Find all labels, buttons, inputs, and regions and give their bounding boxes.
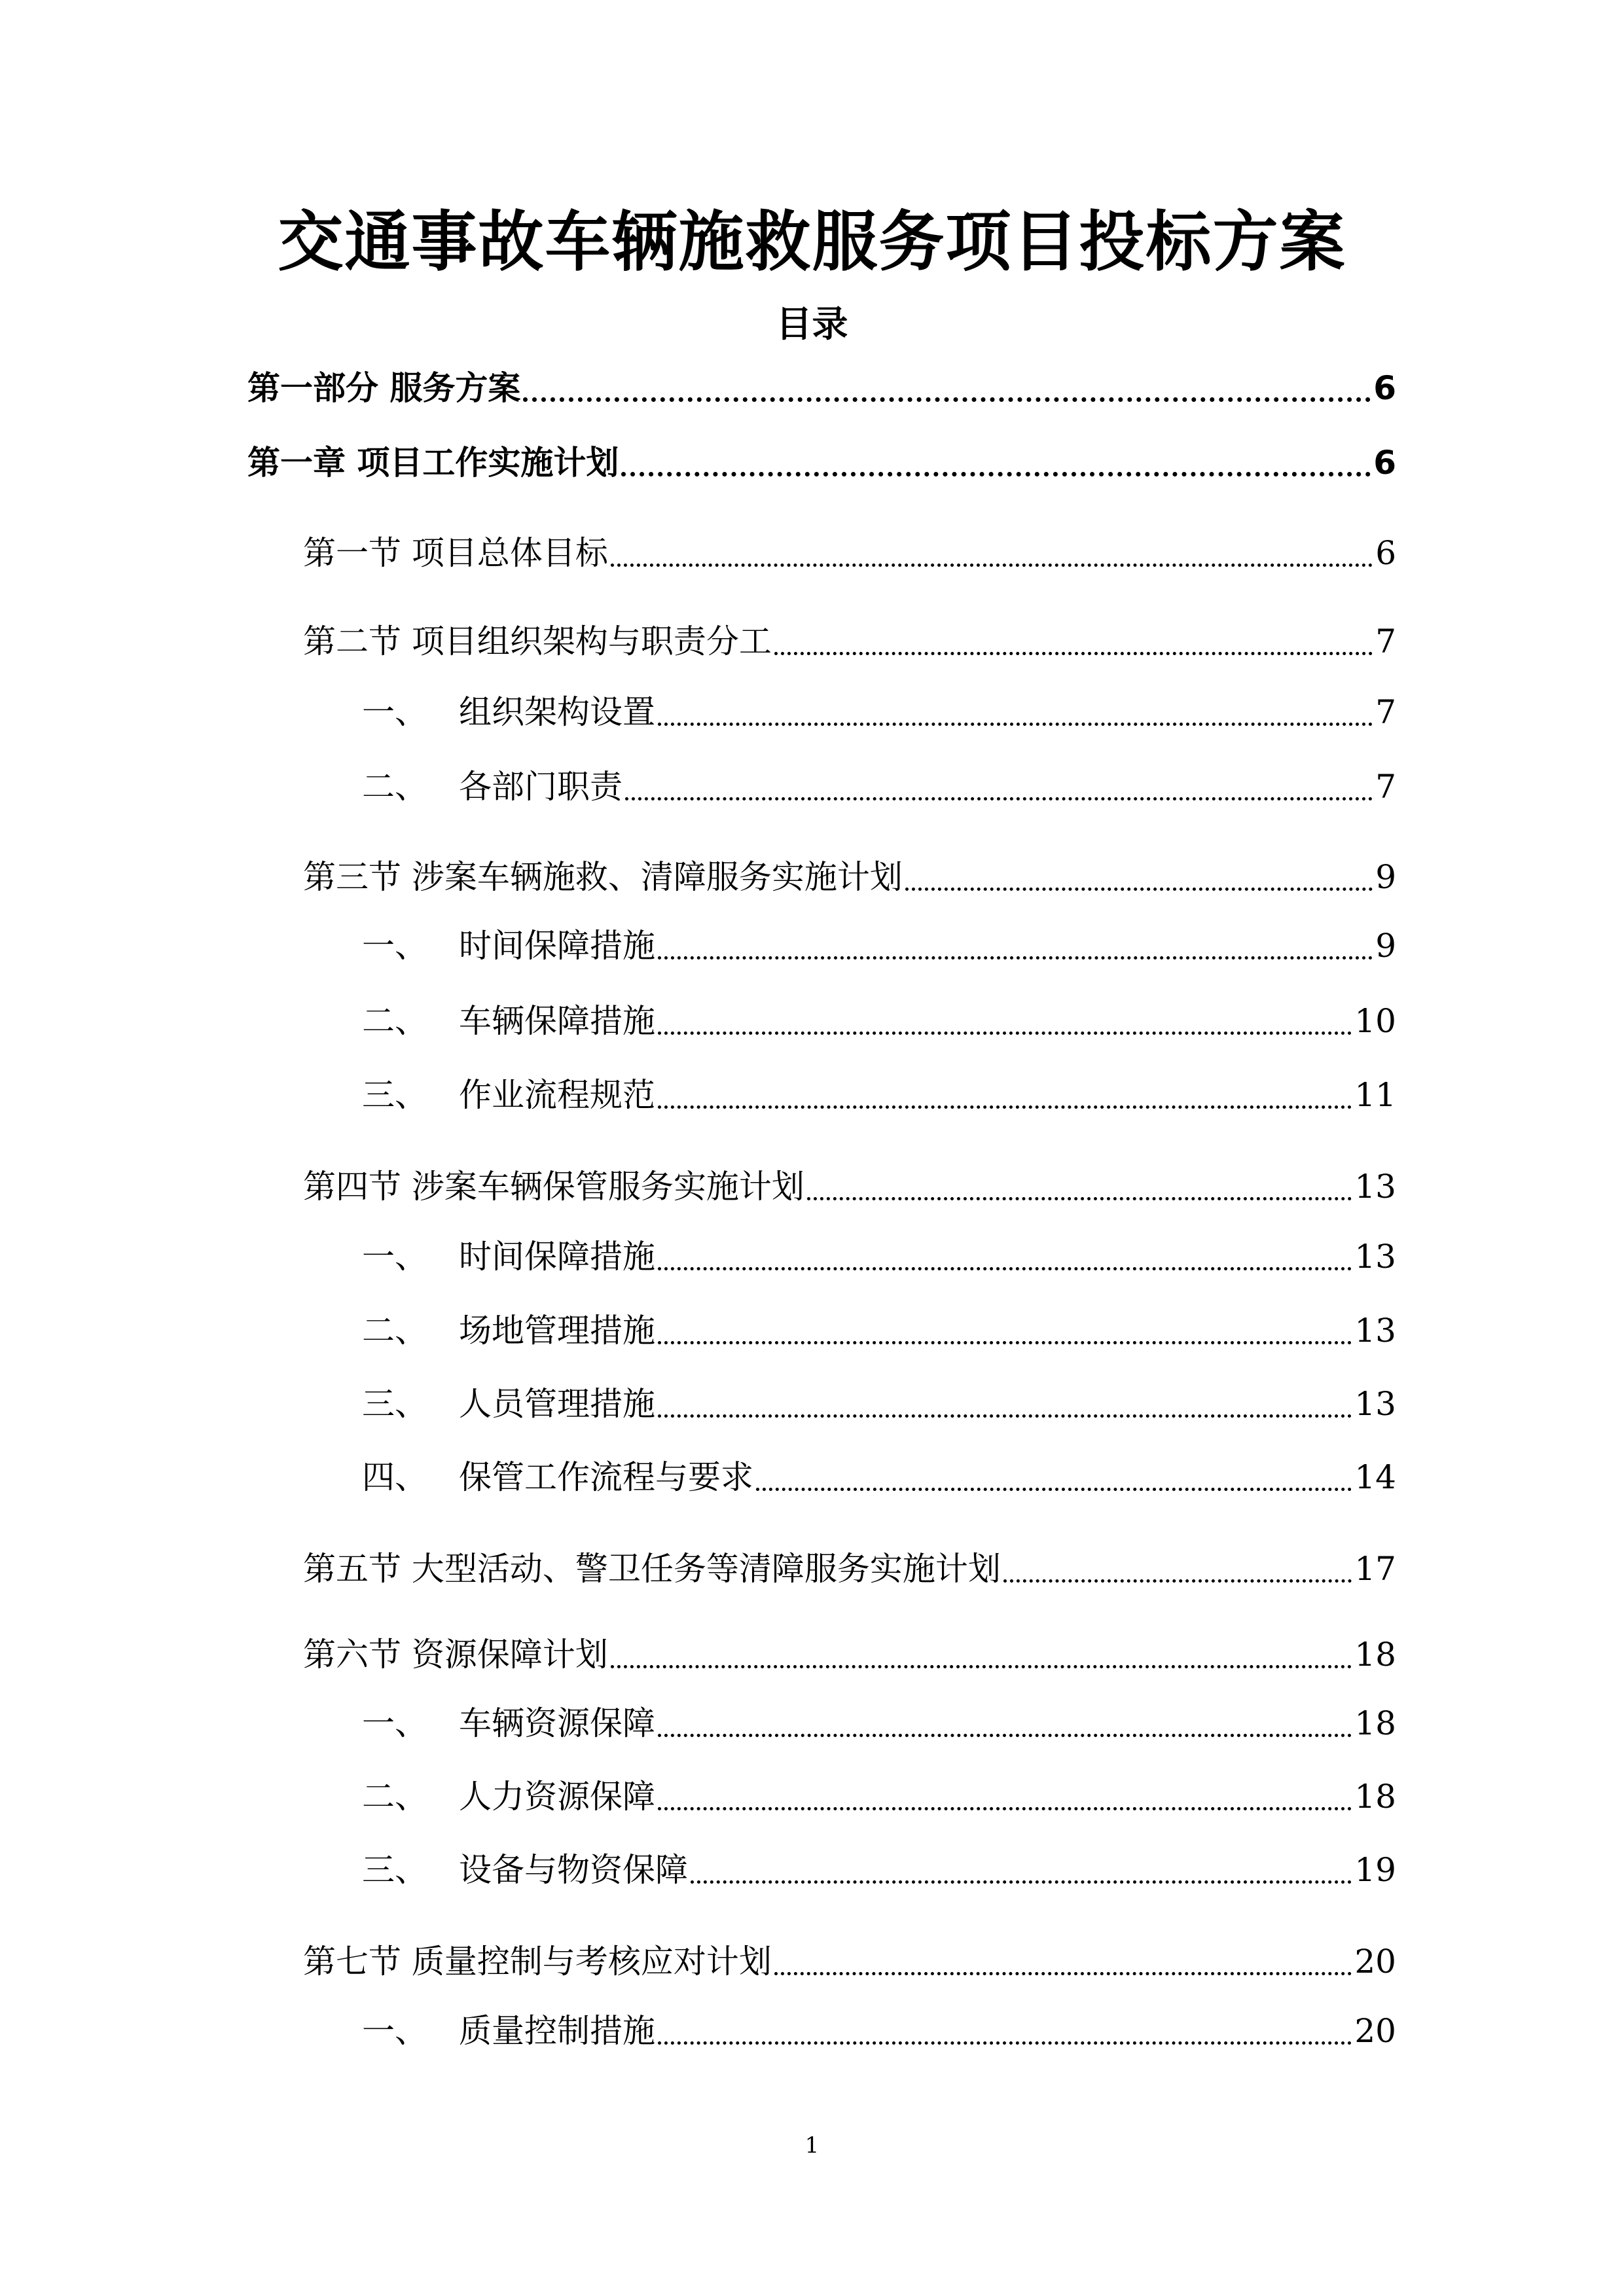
toc-entry-number: 三、: [362, 1851, 427, 1889]
toc-entry-label: 人力资源保障: [459, 1778, 655, 1816]
toc-entry-number: 二、: [362, 1778, 427, 1816]
toc-leader: [807, 1197, 1352, 1200]
toc-entry-page: 11: [1354, 1076, 1396, 1114]
toc-entry-label: 时间保障措施: [459, 1238, 655, 1276]
toc-entry-chapter-1[interactable]: [247, 433, 1396, 486]
toc-entry-page: 20: [1354, 1943, 1396, 1981]
toc-entry-number: 三、: [362, 1076, 427, 1114]
toc-entry-subsection[interactable]: [362, 2001, 1396, 2054]
toc-entry-page: 7: [1375, 768, 1396, 806]
toc-entry-page: 13: [1354, 1168, 1396, 1206]
toc-entry-page: 13: [1354, 1385, 1396, 1423]
toc-entry-section-6[interactable]: [303, 1625, 1396, 1677]
document-title: 交通事故车辆施救服务项目投标方案: [278, 204, 1346, 280]
toc-entry-section-1[interactable]: [303, 524, 1396, 576]
toc-leader: [1003, 1579, 1352, 1583]
toc-leader: [658, 723, 1373, 726]
toc-entry-page: 19: [1354, 1851, 1396, 1889]
toc-entry-label: 第二节 项目组织架构与职责分工: [303, 622, 772, 660]
toc-entry-subsection[interactable]: [362, 1694, 1396, 1746]
toc-leader: [658, 1734, 1352, 1737]
toc-entry-subsection[interactable]: [362, 1066, 1396, 1118]
toc-entry-subsection[interactable]: [362, 757, 1396, 810]
toc-leader: [658, 1031, 1352, 1035]
toc-entry-subsection[interactable]: [362, 1374, 1396, 1427]
toc-entry-page: 18: [1354, 1636, 1396, 1674]
toc-leader: [621, 472, 1371, 476]
toc-entry-label: 车辆保障措施: [459, 1002, 655, 1040]
toc-entry-label: 人员管理措施: [459, 1385, 655, 1423]
toc-entry-label: 设备与物资保障: [459, 1851, 688, 1889]
toc-entry-subsection[interactable]: [362, 1301, 1396, 1354]
toc-entry-label: 第四节 涉案车辆保管服务实施计划: [303, 1168, 804, 1206]
toc-leader: [658, 956, 1373, 960]
toc-entry-subsection[interactable]: [362, 992, 1396, 1044]
toc-entry-subsection[interactable]: [362, 1767, 1396, 1820]
toc-entry-label: 车辆资源保障: [459, 1704, 655, 1742]
toc-leader: [658, 2041, 1352, 2045]
toc-entry-number: 四、: [362, 1458, 427, 1496]
toc-entry-page: 6: [1375, 534, 1396, 572]
toc-leader: [658, 1341, 1352, 1344]
toc-entry-label: 第三节 涉案车辆施救、清障服务实施计划: [303, 858, 903, 896]
toc-entry-page: 18: [1354, 1778, 1396, 1816]
toc-entry-subsection[interactable]: [362, 1448, 1396, 1500]
toc-entry-number: 二、: [362, 1002, 427, 1040]
toc-entry-page: 18: [1354, 1704, 1396, 1742]
toc-leader: [523, 397, 1371, 402]
toc-entry-section-5[interactable]: [303, 1539, 1396, 1592]
toc-entry-label: 第一部分 服务方案: [247, 369, 521, 407]
toc-entry-number: 一、: [362, 927, 427, 965]
toc-leader: [658, 1807, 1352, 1810]
toc-entry-page: 13: [1354, 1312, 1396, 1350]
toc-entry-page: 9: [1375, 858, 1396, 896]
toc-entry-number: 一、: [362, 693, 427, 731]
toc-entry-subsection[interactable]: [362, 683, 1396, 735]
toc-leader: [774, 652, 1373, 655]
toc-entry-number: 一、: [362, 1238, 427, 1276]
toc-leader: [625, 797, 1373, 800]
toc-entry-number: 二、: [362, 768, 427, 806]
toc-entry-subsection[interactable]: [362, 1840, 1396, 1893]
toc-entry-page: 7: [1375, 693, 1396, 731]
toc-entry-label: 第一节 项目总体目标: [303, 534, 608, 572]
toc-entry-label: 保管工作流程与要求: [459, 1458, 753, 1496]
toc-entry-label: 时间保障措施: [459, 927, 655, 965]
toc-entry-section-4[interactable]: [303, 1157, 1396, 1210]
toc-entry-page: 7: [1375, 622, 1396, 660]
toc-entry-section-3[interactable]: [303, 848, 1396, 900]
toc-heading: 目录: [776, 303, 848, 345]
toc-leader: [658, 1267, 1352, 1270]
toc-entry-subsection[interactable]: [362, 1227, 1396, 1280]
toc-entry-number: 一、: [362, 1704, 427, 1742]
toc-entry-part-1[interactable]: [247, 359, 1396, 411]
toc-entry-page: 13: [1354, 1238, 1396, 1276]
toc-entry-label: 质量控制措施: [459, 2012, 655, 2050]
toc-entry-label: 第五节 大型活动、警卫任务等清障服务实施计划: [303, 1550, 1001, 1588]
toc-entry-number: 三、: [362, 1385, 427, 1423]
toc-entry-page: 14: [1354, 1458, 1396, 1496]
toc-entry-section-2[interactable]: [303, 612, 1396, 664]
toc-leader: [905, 888, 1373, 891]
toc-entry-label: 第一章 项目工作实施计划: [247, 444, 619, 482]
toc-leader: [658, 1414, 1352, 1418]
toc-entry-label: 组织架构设置: [459, 693, 655, 731]
toc-entry-label: 各部门职责: [459, 768, 623, 806]
toc-entry-label: 第六节 资源保障计划: [303, 1636, 608, 1674]
toc-leader: [611, 1665, 1352, 1668]
toc-entry-subsection[interactable]: [362, 916, 1396, 969]
toc-entry-page: 10: [1354, 1002, 1396, 1040]
toc-leader: [774, 1972, 1352, 1975]
toc-entry-page: 6: [1373, 369, 1396, 407]
toc-leader: [658, 1105, 1352, 1109]
toc-leader: [611, 564, 1373, 567]
toc-leader: [756, 1488, 1352, 1491]
toc-entry-number: 二、: [362, 1312, 427, 1350]
toc-entry-page: 9: [1375, 927, 1396, 965]
toc-leader: [691, 1880, 1352, 1884]
toc-entry-page: 20: [1354, 2012, 1396, 2050]
toc-entry-label: 作业流程规范: [459, 1076, 655, 1114]
toc-entry-label: 第七节 质量控制与考核应对计划: [303, 1943, 772, 1981]
page-number: 1: [804, 2132, 820, 2159]
toc-entry-page: 6: [1373, 444, 1396, 482]
toc-entry-label: 场地管理措施: [459, 1312, 655, 1350]
toc-entry-number: 一、: [362, 2012, 427, 2050]
toc-entry-page: 17: [1354, 1550, 1396, 1588]
toc-entry-section-7[interactable]: [303, 1932, 1396, 1984]
